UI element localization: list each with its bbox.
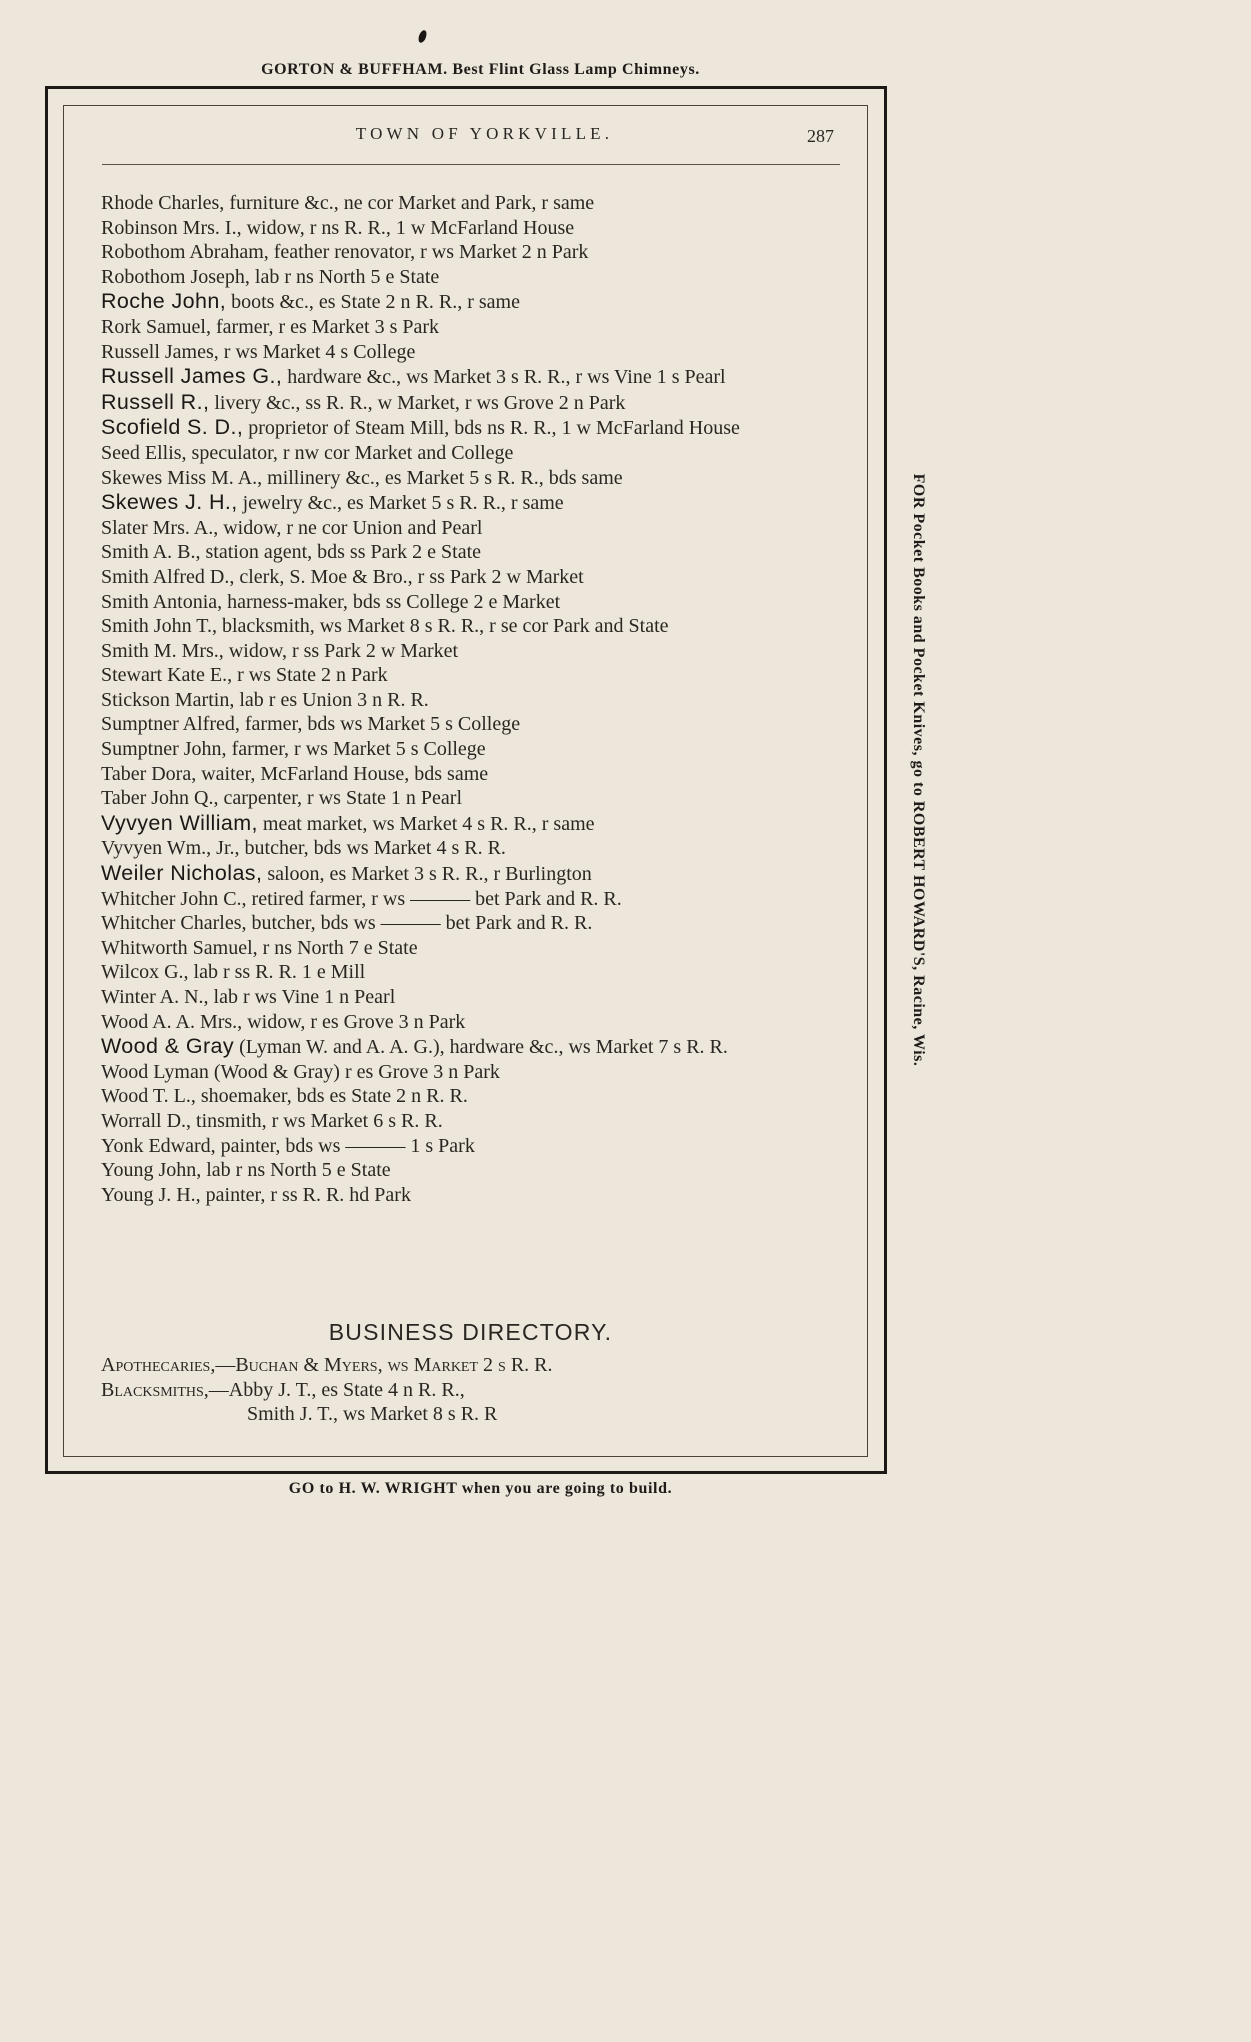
entry-details: widow, r es Grove 3 n Park xyxy=(242,1010,466,1033)
entry-name: Vyvyen William, xyxy=(101,810,258,835)
entry-name: Slater Mrs. A., xyxy=(101,516,219,539)
entry-details: boots &c., es State 2 n R. R., r same xyxy=(226,291,520,314)
header-rule xyxy=(102,164,840,165)
entry-name: Sumptner Alfred, xyxy=(101,713,240,736)
entry-name: Skewes J. H., xyxy=(101,490,238,515)
directory-entry xyxy=(101,960,841,985)
directory-entry xyxy=(101,216,841,241)
directory-entry xyxy=(101,861,841,887)
directory-entry xyxy=(101,490,841,516)
entry-details: waiter, McFarland House, bds same xyxy=(196,762,489,785)
entry-name: Vyvyen Wm., Jr., xyxy=(101,837,240,860)
directory-entry xyxy=(101,191,841,216)
directory-entry xyxy=(101,936,841,961)
directory-entry xyxy=(101,887,841,912)
entry-name: Wood T. L., xyxy=(101,1085,196,1108)
apothecaries-label: Apothecaries, xyxy=(101,1354,216,1376)
entry-name: Russell James G., xyxy=(101,364,283,389)
entry-details: butcher, bds ws Market 4 s R. R. xyxy=(239,837,506,860)
entry-details: shoemaker, bds es State 2 n R. R. xyxy=(195,1085,468,1108)
entry-name: Wilcox G., xyxy=(101,961,189,984)
entry-details: lab r ws Vine 1 n Pearl xyxy=(208,986,396,1008)
entry-details: station agent, bds ss Park 2 e State xyxy=(200,541,482,564)
directory-entry xyxy=(101,1183,841,1208)
entry-name: Young John, xyxy=(101,1159,202,1182)
directory-entry xyxy=(101,1060,841,1085)
directory-entry xyxy=(101,786,841,811)
directory-entry xyxy=(101,762,841,787)
entry-details: farmer, bds ws Market 5 s College xyxy=(239,713,521,736)
directory-entry xyxy=(101,540,841,565)
entry-name: Robothom Abraham, xyxy=(101,241,269,264)
entry-details: (Lyman W. and A. A. G.), hardware &c., ws Market 7 s R. R. xyxy=(234,1036,728,1059)
entry-name: Taber John Q., xyxy=(101,787,219,810)
directory-entry xyxy=(101,340,841,365)
entry-details: widow, r ns R. R., 1 w McFarland House xyxy=(241,216,575,239)
blacksmiths-continuation: Smith J. T., ws Market 8 s R. R xyxy=(247,1403,498,1426)
entry-name: Smith A. B., xyxy=(101,541,201,564)
entry-details: widow, r ss Park 2 w Market xyxy=(223,639,459,662)
entry-name: Skewes Miss M. A., xyxy=(101,466,263,489)
directory-entry xyxy=(101,737,841,762)
entry-name: Smith John T., xyxy=(101,615,217,638)
entry-details: millinery &c., es Market 5 s R. R., bds same xyxy=(262,466,623,489)
entry-name: Whitcher John C., xyxy=(101,887,247,910)
ink-mark xyxy=(417,29,428,44)
entry-name: Smith Alfred D., xyxy=(101,565,235,588)
directory-entry xyxy=(101,415,841,441)
entry-name: Taber Dora, xyxy=(101,762,197,785)
entry-details: saloon, es Market 3 s R. R., r Burlington xyxy=(262,863,592,886)
business-directory xyxy=(101,1353,841,1427)
directory-entry xyxy=(101,265,841,290)
entry-name: Stickson Martin, xyxy=(101,688,235,711)
directory-entry xyxy=(101,466,841,491)
entry-name: Robothom Joseph, xyxy=(101,265,250,288)
directory-entry xyxy=(101,315,841,340)
entry-name: Smith Antonia, xyxy=(101,590,223,613)
directory-entries xyxy=(101,191,841,1207)
entry-details: speculator, r nw cor Market and College xyxy=(186,441,514,464)
entry-name: Sumptner John, xyxy=(101,738,227,761)
directory-entry xyxy=(101,516,841,541)
entry-details: feather renovator, r ws Market 2 n Park xyxy=(268,241,589,264)
blacksmiths-entry xyxy=(101,1378,841,1403)
entry-name: Seed Ellis, xyxy=(101,441,187,464)
directory-entry xyxy=(101,639,841,664)
entry-details: lab r ss R. R. 1 e Mill xyxy=(188,961,366,984)
directory-entry xyxy=(101,688,841,713)
entry-details: carpenter, r ws State 1 n Pearl xyxy=(218,787,463,810)
entry-name: Scofield S. D., xyxy=(101,415,244,440)
entry-name: Weiler Nicholas, xyxy=(101,861,263,886)
page-number: 287 xyxy=(807,126,834,146)
directory-entry xyxy=(101,590,841,615)
entry-name: Rhode Charles, xyxy=(101,192,225,214)
entry-name: Stewart Kate E., xyxy=(101,664,233,687)
entry-details: butcher, bds ws ——— bet Park and R. R. xyxy=(246,912,593,935)
entry-details: widow, r ne cor Union and Pearl xyxy=(218,516,483,539)
directory-entry xyxy=(101,1109,841,1134)
directory-entry xyxy=(101,441,841,466)
directory-entry xyxy=(101,1158,841,1183)
apothecaries-text: —Buchan & Myers, ws Market 2 s R. R. xyxy=(215,1354,553,1376)
directory-entry xyxy=(101,565,841,590)
entry-details: farmer, r ws Market 5 s College xyxy=(226,738,486,761)
directory-entry xyxy=(101,1034,841,1060)
entry-name: Whitworth Samuel, xyxy=(101,936,258,959)
directory-entry xyxy=(101,1134,841,1159)
directory-entry xyxy=(101,240,841,265)
directory-entry xyxy=(101,1084,841,1109)
entry-details: painter, r ss R. R. hd Park xyxy=(200,1183,411,1206)
entry-details: hardware &c., ws Market 3 s R. R., r ws Vine 1 s Pearl xyxy=(282,366,726,389)
directory-entry xyxy=(101,364,841,390)
entry-details: harness-maker, bds ss College 2 e Market xyxy=(222,590,561,613)
entry-name: Russell James, xyxy=(101,340,219,363)
directory-entry xyxy=(101,911,841,936)
blacksmiths-label: Blacksmiths, xyxy=(101,1378,209,1401)
entry-name: Yonk Edward, xyxy=(101,1134,216,1157)
entry-details: retired farmer, r ws ——— bet Park and R. R. xyxy=(246,887,622,910)
directory-entry xyxy=(101,712,841,737)
entry-details: painter, bds ws ——— 1 s Park xyxy=(215,1134,475,1157)
entry-details: meat market, ws Market 4 s R. R., r same xyxy=(257,812,595,835)
running-head: TOWN OF YORKVILLE. xyxy=(355,124,614,143)
entry-details: livery &c., ss R. R., w Market, r ws Grove 2 n Park xyxy=(209,391,626,414)
entry-details: r ns North 7 e State xyxy=(257,936,418,959)
directory-entry xyxy=(101,1010,841,1035)
entry-name: Roche John, xyxy=(101,289,227,314)
side-advertisement: FOR Pocket Books and Pocket Knives, go to ROBERT HOWARD'S, Racine, Wis. xyxy=(910,473,927,1067)
directory-entry xyxy=(101,614,841,639)
entry-details: (Wood & Gray) r es Grove 3 n Park xyxy=(208,1060,500,1083)
business-directory-heading: BUSINESS DIRECTORY. xyxy=(328,1319,613,1345)
entry-name: Wood A. A. Mrs., xyxy=(101,1010,243,1033)
entry-name: Robinson Mrs. I., xyxy=(101,216,242,239)
directory-entry xyxy=(101,836,841,861)
entry-details: tinsmith, r ws Market 6 s R. R. xyxy=(191,1109,443,1132)
directory-entry xyxy=(101,663,841,688)
entry-details: clerk, S. Moe & Bro., r ss Park 2 w Market xyxy=(234,565,584,588)
blacksmiths-text: —Abby J. T., es State 4 n R. R., xyxy=(208,1378,465,1401)
entry-name: Winter A. N., xyxy=(101,986,209,1008)
directory-entry xyxy=(101,289,841,315)
entry-name: Rork Samuel, xyxy=(101,315,211,338)
entry-details: jewelry &c., es Market 5 s R. R., r same xyxy=(237,492,564,515)
entry-details: farmer, r es Market 3 s Park xyxy=(211,315,440,338)
directory-entry xyxy=(101,985,841,1010)
bottom-advertisement: GO to H. W. WRIGHT when you are going to build. xyxy=(288,1480,673,1497)
entry-details: lab r ns North 5 e State xyxy=(201,1159,391,1182)
entry-name: Young J. H., xyxy=(101,1183,201,1206)
directory-entry xyxy=(101,811,841,837)
entry-name: Wood Lyman xyxy=(101,1060,209,1083)
entry-name: Russell R., xyxy=(101,389,210,414)
apothecaries-entry xyxy=(101,1353,841,1378)
entry-details: lab r es Union 3 n R. R. xyxy=(234,688,429,711)
entry-details: lab r ns North 5 e State xyxy=(249,265,440,288)
top-advertisement: GORTON & BUFFHAM. Best Flint Glass Lamp Chimneys. xyxy=(261,61,700,78)
entry-name: Smith M. Mrs., xyxy=(101,639,224,662)
directory-entry xyxy=(101,390,841,416)
entry-details: proprietor of Steam Mill, bds ns R. R., 1 w McFarland House xyxy=(243,417,740,440)
entry-details: r ws Market 4 s College xyxy=(218,340,416,363)
entry-name: Whitcher Charles, xyxy=(101,912,247,935)
entry-details: furniture &c., ne cor Market and Park, r same xyxy=(224,192,595,214)
entry-name: Wood & Gray xyxy=(101,1034,235,1059)
entry-details: r ws State 2 n Park xyxy=(232,664,388,687)
entry-details: blacksmith, ws Market 8 s R. R., r se cor Park and State xyxy=(216,615,669,638)
entry-name: Worrall D., xyxy=(101,1109,192,1132)
